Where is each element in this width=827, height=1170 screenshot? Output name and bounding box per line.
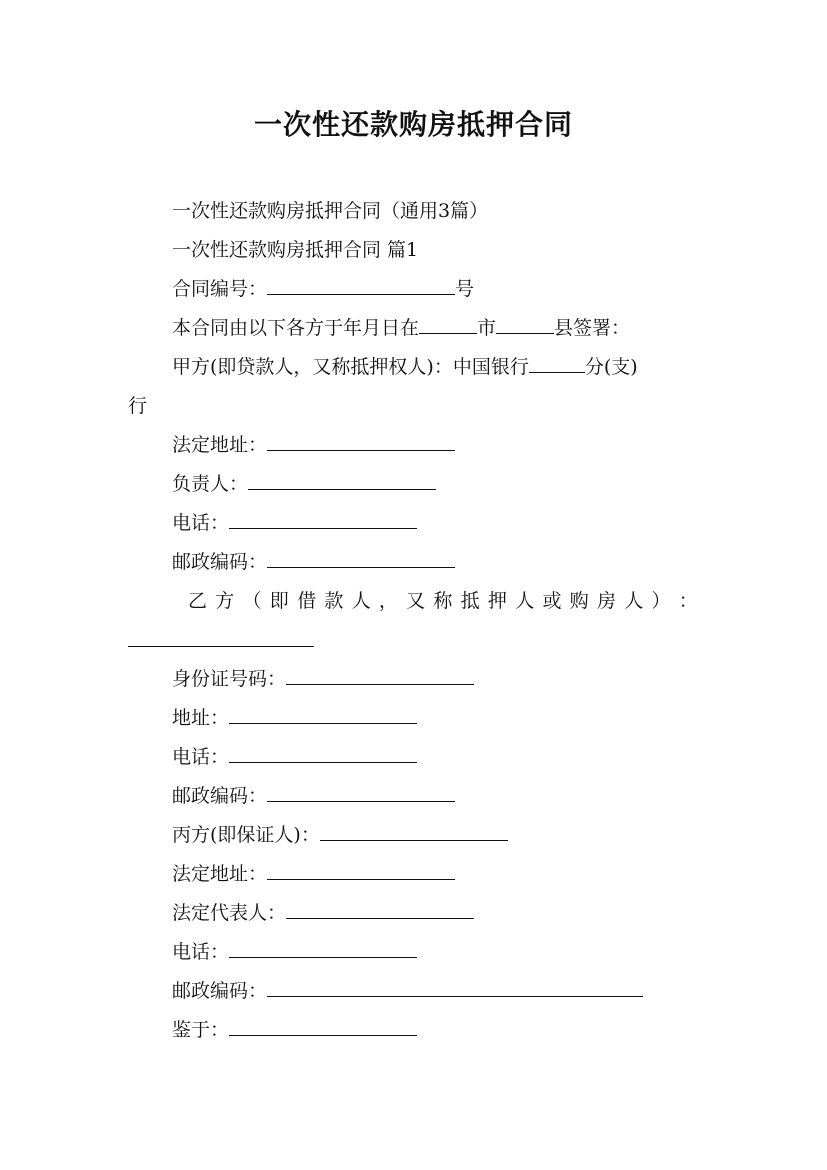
party-b-field	[172, 667, 474, 691]
field-label: 负责人：	[172, 473, 249, 495]
field-label: 电话：	[172, 512, 230, 534]
contract-number-label: 合同编号：	[172, 278, 268, 300]
party-a-field	[172, 472, 436, 496]
field-blank	[320, 823, 508, 841]
party-c-field	[172, 940, 417, 964]
party-b-char: 称	[433, 590, 453, 612]
party-b-name-blank	[128, 645, 314, 647]
party-b-char: 即	[269, 590, 289, 612]
field-blank	[267, 979, 643, 997]
party-b-label	[188, 589, 698, 613]
field-blank	[229, 511, 417, 529]
party-a-field	[172, 550, 455, 574]
party-b-char: 人	[515, 590, 535, 612]
field-label: 法定地址：	[172, 434, 268, 456]
field-label: 电话：	[172, 746, 230, 768]
signing-intro-text-a: 本合同由以下各方于年月日在	[172, 317, 420, 339]
field-blank	[267, 433, 455, 451]
party-b-char: 人	[624, 590, 644, 612]
party-c-field	[172, 979, 643, 1003]
field-blank	[248, 472, 436, 490]
field-blank	[267, 784, 455, 802]
party-a-label: 甲方(即贷款人，又称抵押权人)：中国银行	[172, 356, 529, 378]
party-b-char: ）	[651, 590, 671, 612]
party-c-label: 丙方(即保证人)：	[172, 824, 320, 846]
contract-number-blank	[267, 277, 455, 295]
field-label: 法定地址：	[172, 863, 268, 885]
signing-intro-text-c: 县签署：	[554, 317, 631, 339]
whereas-label: 鉴于：	[172, 1019, 230, 1041]
party-c-field	[172, 901, 474, 925]
field-blank	[229, 1018, 417, 1036]
party-b-char: 房	[596, 590, 616, 612]
party-b-field	[172, 706, 417, 730]
party-a-suffix: 分(支)	[584, 356, 638, 378]
party-a-field	[172, 511, 417, 535]
party-b-char: 方	[215, 590, 235, 612]
party-b-char: 或	[542, 590, 562, 612]
party-b-char: 押	[487, 590, 507, 612]
signing-intro-text-b: 市	[477, 317, 497, 339]
party-a-wrap: 行	[128, 395, 148, 417]
field-label: 身份证号码：	[172, 668, 287, 690]
party-b-char: （	[242, 590, 262, 612]
party-a-field	[172, 433, 455, 457]
document-subtitle: 一次性还款购房抵押合同（通用3篇）	[172, 200, 489, 222]
section-heading: 一次性还款购房抵押合同 篇1	[172, 239, 419, 261]
document-title: 一次性还款购房抵押合同	[253, 108, 573, 141]
party-b-char: 借	[297, 590, 317, 612]
party-b-char: 抵	[460, 590, 480, 612]
signing-intro	[172, 316, 630, 340]
field-label: 电话：	[172, 941, 230, 963]
whereas-line	[172, 1018, 417, 1042]
party-b-field	[172, 745, 417, 769]
party-b-char: ：	[678, 590, 698, 612]
party-c-line	[172, 823, 508, 847]
party-c-field	[172, 862, 455, 886]
county-blank	[496, 316, 554, 334]
field-label: 地址：	[172, 707, 230, 729]
party-b-char: 乙	[188, 590, 208, 612]
party-b-char: ，	[378, 590, 398, 612]
contract-number-suffix: 号	[455, 278, 475, 300]
field-blank	[229, 745, 417, 763]
party-b-field	[172, 784, 455, 808]
party-b-char: 款	[324, 590, 344, 612]
field-blank	[229, 940, 417, 958]
field-blank	[286, 901, 474, 919]
field-blank	[267, 862, 455, 880]
city-blank	[419, 316, 477, 334]
party-a-line	[172, 355, 638, 379]
party-b-char: 又	[406, 590, 426, 612]
field-blank	[229, 706, 417, 724]
field-blank	[286, 667, 474, 685]
field-label: 法定代表人：	[172, 902, 287, 924]
branch-blank	[529, 355, 585, 373]
party-b-char: 购	[569, 590, 589, 612]
field-label: 邮政编码：	[172, 785, 268, 807]
field-label: 邮政编码：	[172, 980, 268, 1002]
field-blank	[267, 550, 455, 568]
party-b-char: 人	[351, 590, 371, 612]
field-label: 邮政编码：	[172, 551, 268, 573]
contract-number-line	[172, 277, 474, 301]
